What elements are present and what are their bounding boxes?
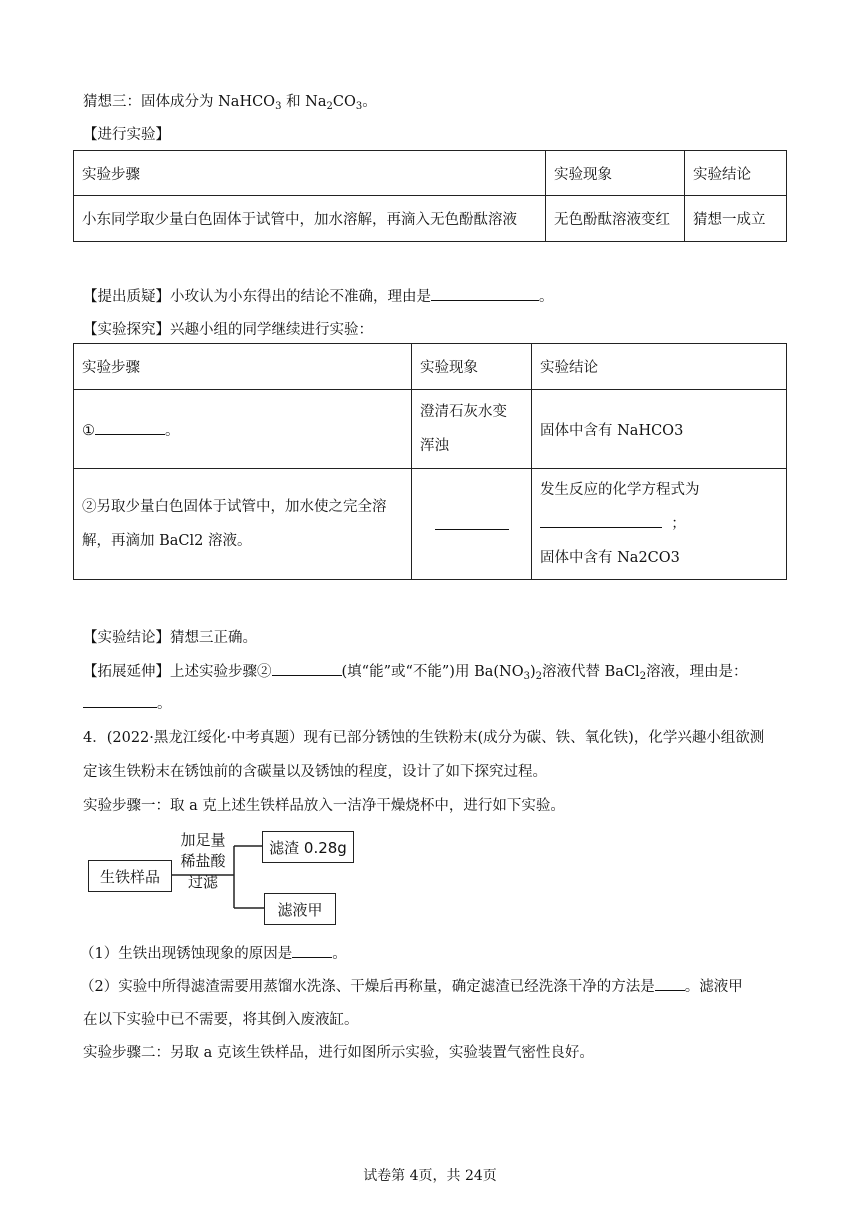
question-line: 【提出质疑】小玫认为小东得出的结论不准确，理由是 。 [83,285,554,306]
page-footer: 试卷第 4页，共 24页 [363,1168,497,1184]
conclusion-line: 【实验结论】猜想三正确。 [83,630,257,646]
extension-label: 【拓展延伸】 [83,664,170,680]
question-label: 【提出质疑】 [83,289,170,305]
table2-header-phenomenon: 实验现象 [412,344,532,390]
conclusion-label: 【实验结论】 [83,630,170,646]
sub-question-2-cont: 在以下实验中已不需要，将其倒入废液缸。 [83,1012,359,1028]
q4-line1: 4．(2022·黑龙江绥化·中考真题）现有已部分锈蚀的生铁粉末(成分为碳、铁、氧化铁)，化学兴趣小组欲测 [83,730,765,746]
explore-line: 【实验探究】兴趣小组的同学继续进行实验： [83,322,373,338]
q1-blank[interactable] [292,943,332,958]
filtrate-box: 滤液甲 [264,893,336,925]
sample-box: 生铁样品 [88,860,172,892]
q4-line2: 定该生铁粉末在锈蚀前的含碳量以及锈蚀的程度，设计了如下探究过程。 [83,764,547,780]
table2-header-step: 实验步骤 [74,344,412,390]
sub-question-2: （2）实验中所得滤渣需要用蒸馏水洗涤、干燥后再称量，确定滤渣已经洗涤干净的方法是 。滤液甲 [80,975,743,996]
table1-cell-step: 小东同学取少量白色固体于试管中，加水溶解，再滴入无色酚酞溶液 [74,196,546,242]
table1-header-conclusion: 实验结论 [685,151,787,196]
q2-blank[interactable] [655,976,685,991]
step-two: 实验步骤二：另取 a 克该生铁样品，进行如图所示实验，实验装置气密性良好。 [83,1045,594,1061]
residue-box: 滤渣 0.28g [262,831,354,863]
extension-line: 【拓展延伸】上述实验步骤② (填“能”或“不能”)用 $Ba(NO_3)_2$溶液代替 BaCl$_2$溶液，理由是： [83,660,748,681]
table2-header-conclusion: 实验结论 [532,344,787,390]
table2-row2-step: ②另取少量白色固体于试管中，加水使之完全溶 解，再滴加 BaCl2 溶液。 [74,469,412,580]
extension-reason-line: 。 [83,692,172,713]
sub-question-1: （1）生铁出现锈蚀现象的原因是 。 [80,942,347,963]
q4-step1: 实验步骤一：取 a 克上述生铁样品放入一洁净干燥烧杯中，进行如下实验。 [83,798,565,814]
reagent-label: 加足量 稀盐酸 过滤 [180,831,226,891]
section-experiment: 【进行实验】 [83,127,170,143]
table2-row1-conclusion: 固体中含有 NaHCO3 [532,390,787,469]
table1-header-phenomenon: 实验现象 [546,151,685,196]
table1-header-step: 实验步骤 [74,151,546,196]
table2-row2-conclusion: 发生反应的化学方程式为 ； 固体中含有 Na2CO3 [532,469,787,580]
table1-cell-phenomenon: 无色酚酞溶液变红 [546,196,685,242]
guess-three: 猜想三：固体成分为 NaHCO$_3$ 和 $Na_2CO_3$。 [83,94,377,112]
table1-cell-conclusion: 猜想一成立 [685,196,787,242]
table2-row1-phenomenon: 澄清石灰水变 浑浊 [412,390,532,469]
explore-label: 【实验探究】 [83,322,170,338]
table2-row1-step: ① 。 [74,390,412,469]
